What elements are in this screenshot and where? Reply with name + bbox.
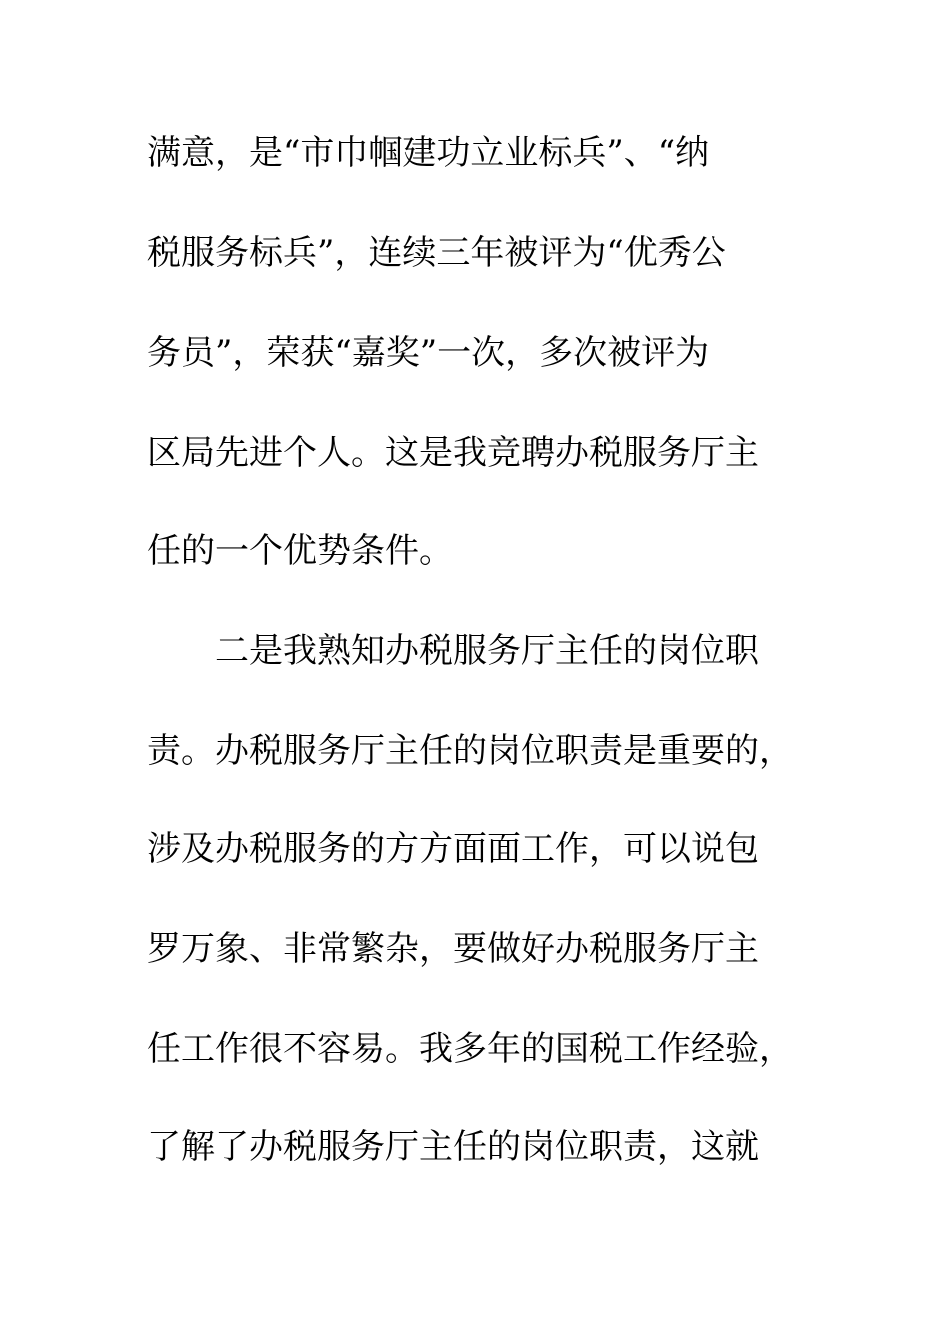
text-line: 责。办税服务厅主任的岗位职责是重要的， <box>147 731 793 771</box>
text-line: 任工作很不容易。我多年的国税工作经验， <box>147 1029 793 1069</box>
text-line: 罗万象、非常繁杂，要做好办税服务厅主 <box>147 929 759 969</box>
paragraph-first-line: 二是我熟知办税服务厅主任的岗位职 <box>215 631 759 671</box>
text-line: 区局先进个人。这是我竞聘办税服务厅主 <box>147 433 759 473</box>
text-line: 税服务标兵”，连续三年被评为“优秀公 <box>147 233 726 273</box>
text-line: 任的一个优势条件。 <box>147 531 453 571</box>
text-line: 务员”，荣获“嘉奖”一次，多次被评为 <box>147 333 710 373</box>
text-line: 涉及办税服务的方方面面工作，可以说包 <box>147 829 759 869</box>
text-line: 满意，是“市巾帼建功立业标兵”、“纳 <box>147 133 710 173</box>
text-line: 了解了办税服务厅主任的岗位职责，这就 <box>147 1127 759 1167</box>
